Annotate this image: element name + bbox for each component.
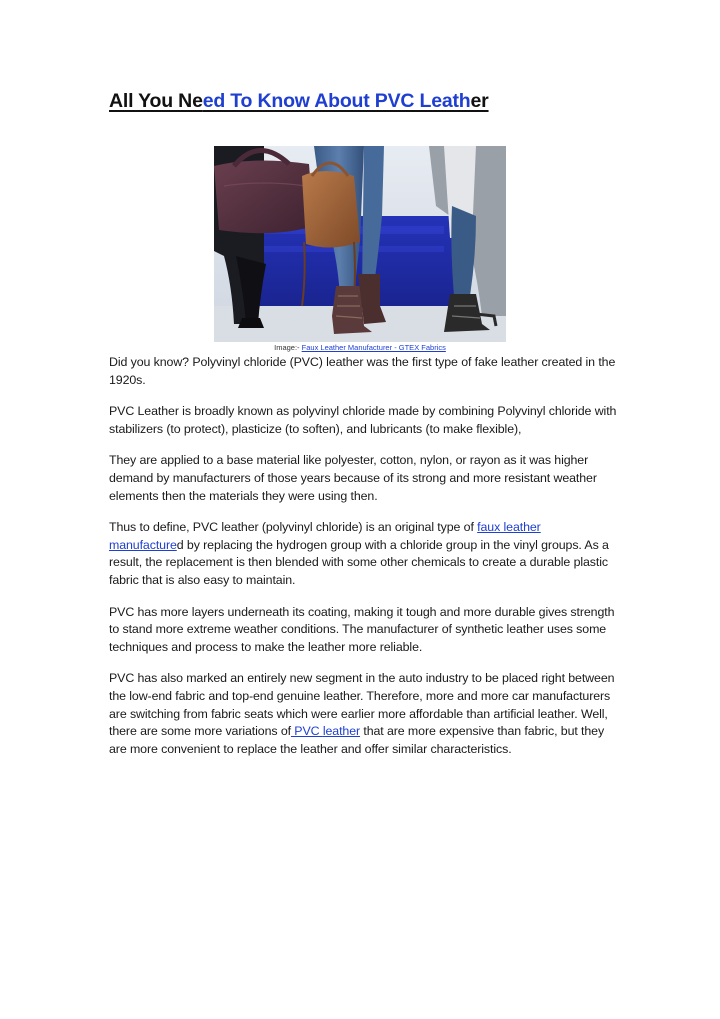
paragraph-3: They are applied to a base material like polyester, cotton, nylon, or rayon as it was higher demand by manufacturers of those years because of its strong and more resistant weather elements then the materials they were using then. bbox=[109, 453, 597, 503]
paragraph-4-text-after: d by replacing the hydrogen group with a chloride group in the vinyl groups. As a result, the replacement is then blended with some other chemicals to create a durable plastic fabric that is also easy to maintain. bbox=[109, 537, 609, 587]
leather-link[interactable]: leather bbox=[322, 724, 361, 739]
paragraph-1: Did you know? Polyvinyl chloride (PVC) leather was the first type of fake leather created in the 1920s. bbox=[109, 355, 616, 387]
title-part-1: All You Ne bbox=[109, 90, 203, 112]
paragraph-6-text-after: that are more expensive than fabric, but they are more convenient to replace the leather and offer similar characteristics. bbox=[109, 724, 605, 756]
paragraph-5: PVC has more layers underneath its coating, making it tough and more durable gives strength to stand more extreme weather conditions. The manufacturer of synthetic leather uses some techniques and process to make the leather more reliable. bbox=[109, 604, 615, 654]
paragraph-4-text-before: Thus to define, PVC leather (polyvinyl chloride) is an original type of bbox=[109, 520, 478, 535]
article-body bbox=[109, 354, 617, 772]
caption-link[interactable]: Faux Leather Manufacturer - GTEX Fabrics bbox=[301, 343, 446, 352]
paragraph-4 bbox=[109, 519, 617, 589]
paragraph-6-text-before: PVC has also marked an entirely new segment in the auto industry to be placed right between the low-end fabric and top-end genuine leather. Therefore, more and more car manufacturers are switching from fabric seats which were earlier more affordable than artificial leather. Well, there are some more variations of bbox=[109, 671, 615, 739]
paragraph-6 bbox=[109, 670, 617, 758]
pvc-link[interactable]: PVC bbox=[290, 724, 323, 739]
article-image bbox=[214, 146, 506, 342]
paragraph-2: PVC Leather is broadly known as polyvinyl chloride made by combining Polyvinyl chloride with stabilizers (to protect), plasticize (to soften), and lubricants (to make flexible), bbox=[109, 404, 617, 436]
title-part-2: ed To Know About PVC Leath bbox=[202, 90, 471, 112]
fashion-photo bbox=[214, 146, 506, 342]
title-part-3: er bbox=[470, 90, 489, 112]
faux-leather-manufacture-link[interactable]: faux leather manufacture bbox=[109, 520, 541, 552]
page-title bbox=[109, 88, 489, 114]
image-caption bbox=[0, 343, 720, 353]
caption-prefix: Image:- bbox=[274, 343, 302, 352]
